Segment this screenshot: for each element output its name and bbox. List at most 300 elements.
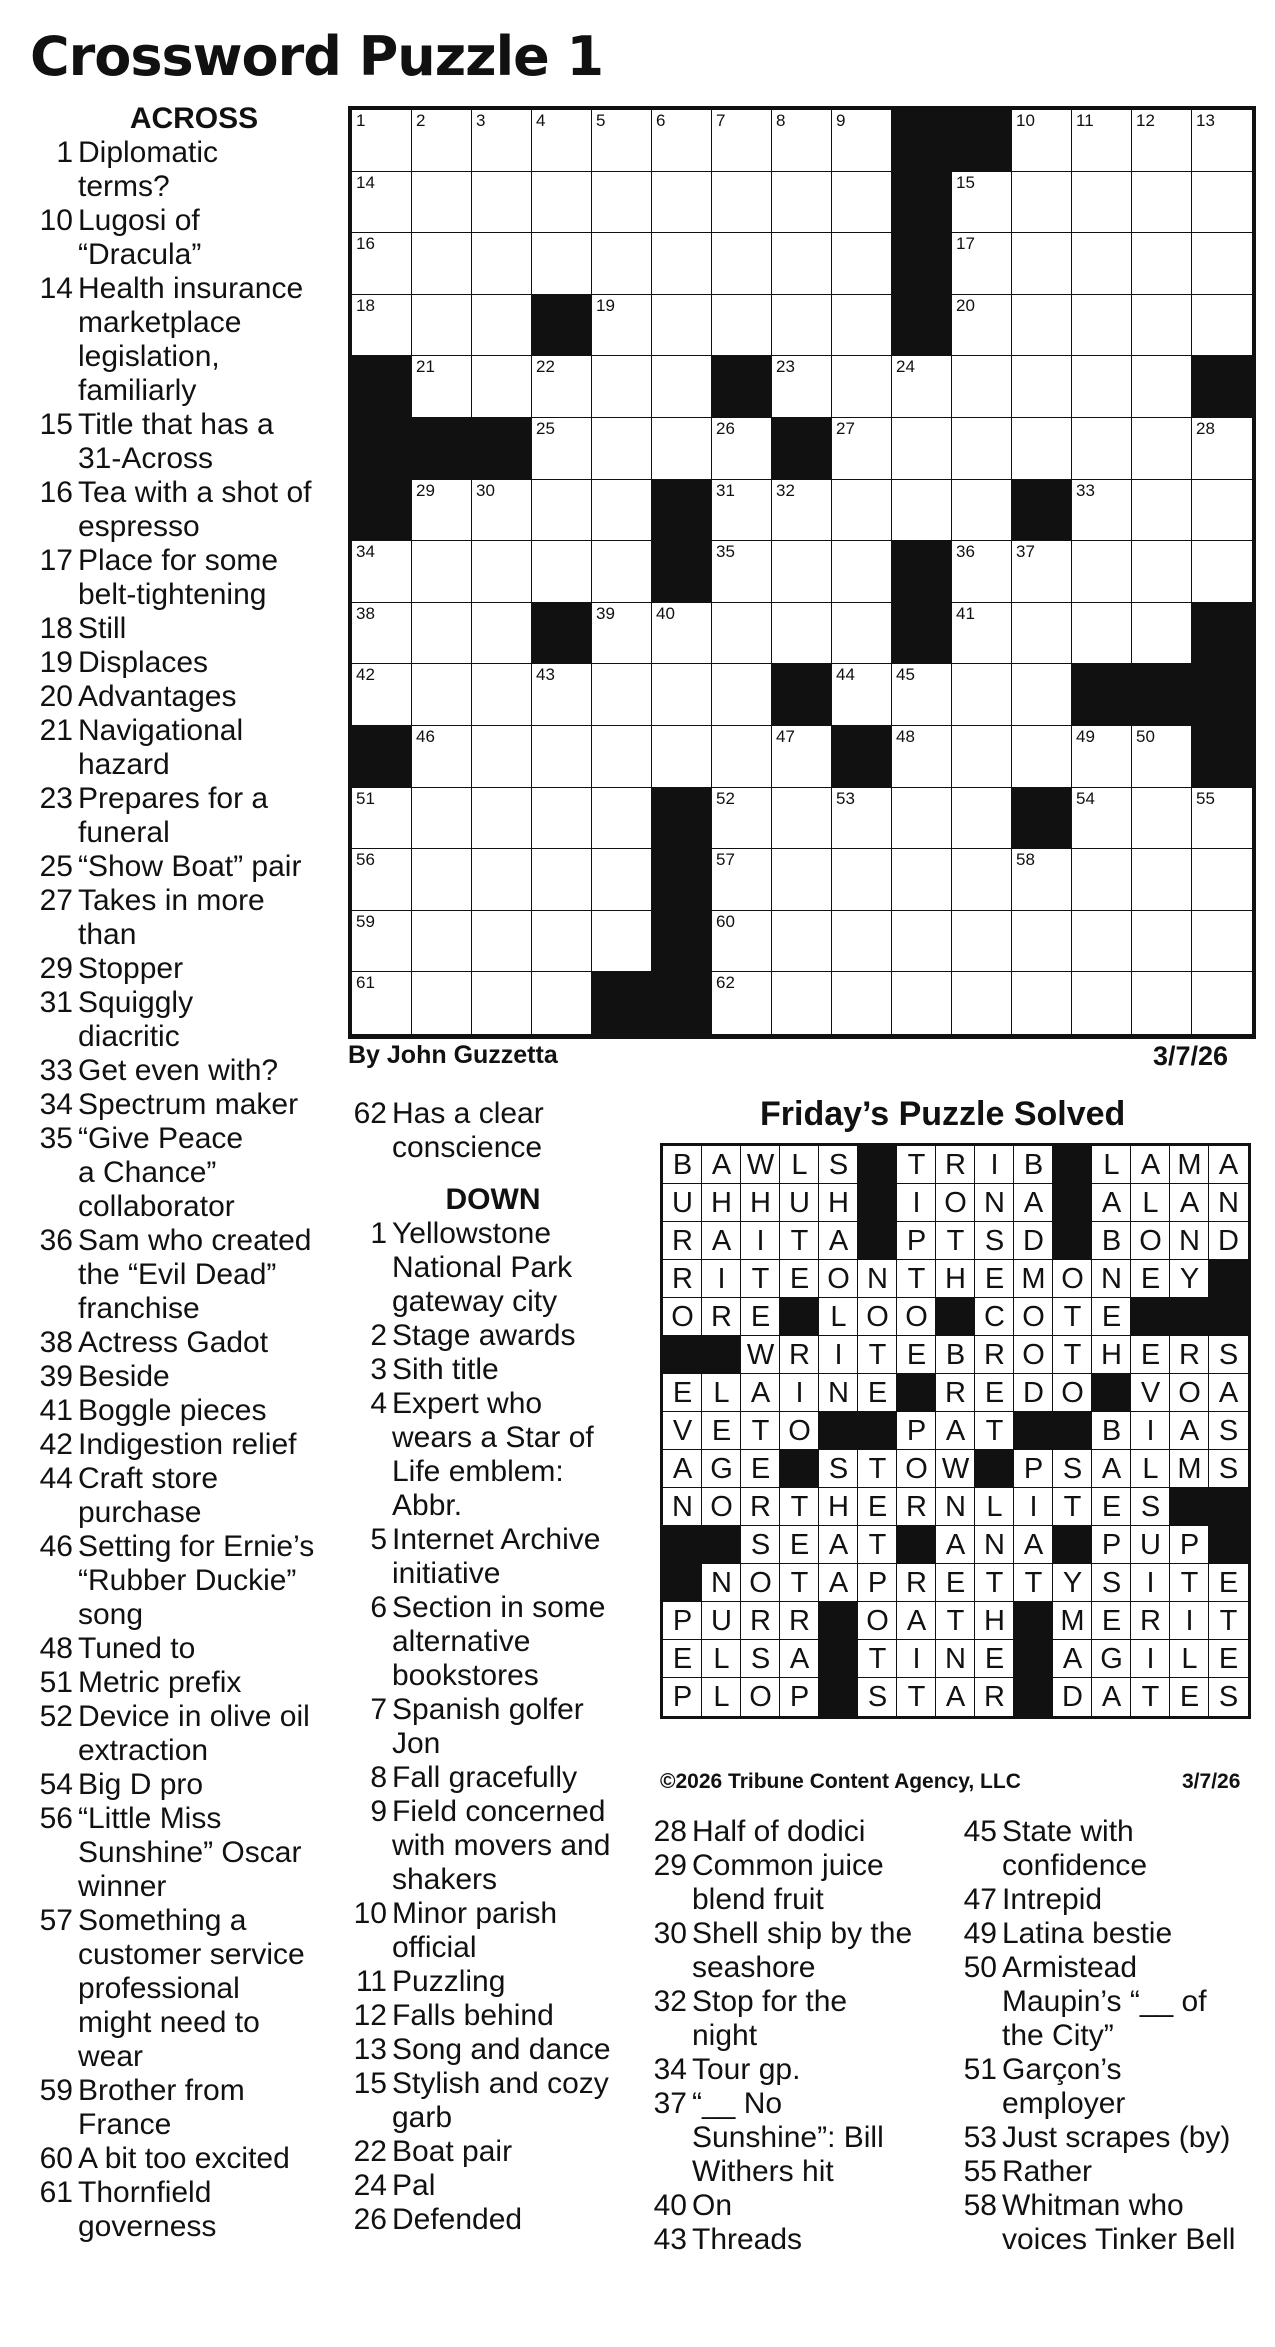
grid-cell[interactable] <box>952 664 1012 726</box>
grid-cell[interactable] <box>412 356 472 418</box>
black-square <box>1131 1298 1170 1336</box>
grid-cell[interactable] <box>1132 480 1192 542</box>
solved-letter: M <box>1021 1262 1046 1295</box>
clue-text: with movers and <box>392 1829 611 1862</box>
solved-letter: L <box>713 1642 730 1675</box>
grid-cell[interactable] <box>1072 480 1132 542</box>
grid-cell[interactable] <box>592 603 652 665</box>
clue-line <box>34 986 334 1020</box>
grid-cell[interactable] <box>952 480 1012 542</box>
byline: By John Guzzetta <box>348 1041 558 1069</box>
clue-text: Something a <box>78 1904 247 1937</box>
grid-cell[interactable] <box>1072 110 1132 172</box>
clue-number <box>34 748 78 782</box>
grid-cell[interactable] <box>952 603 1012 665</box>
grid-cell[interactable] <box>832 849 892 911</box>
clue-line <box>34 1768 334 1802</box>
solved-cell <box>936 1602 975 1640</box>
grid-cell[interactable] <box>1072 849 1132 911</box>
grid-cell[interactable] <box>532 726 592 788</box>
grid-cell[interactable] <box>352 849 412 911</box>
clue-line <box>958 1917 1268 1951</box>
grid-cell[interactable] <box>952 726 1012 788</box>
grid-cell[interactable] <box>832 295 892 357</box>
grid-cell[interactable] <box>352 788 412 850</box>
clue-line <box>34 2074 334 2108</box>
solved-cell <box>819 1298 858 1336</box>
solved-cell <box>975 1222 1014 1260</box>
cell-number: 52 <box>716 788 735 808</box>
grid-cell[interactable] <box>1072 726 1132 788</box>
solved-letter: O <box>671 1300 694 1333</box>
solved-letter: E <box>789 1528 810 1561</box>
grid-cell[interactable] <box>1072 295 1132 357</box>
grid-cell[interactable] <box>412 172 472 234</box>
black-square <box>1014 1412 1053 1450</box>
grid-cell[interactable] <box>472 172 532 234</box>
cell-number: 14 <box>356 172 375 192</box>
solved-cell <box>897 1488 936 1526</box>
grid-cell[interactable] <box>1132 603 1192 665</box>
cell-number: 16 <box>356 234 375 254</box>
grid-cell[interactable] <box>652 603 712 665</box>
grid-cell[interactable] <box>472 541 532 603</box>
grid-cell[interactable] <box>712 911 772 973</box>
grid-cell[interactable] <box>712 541 772 603</box>
cell-number: 30 <box>476 480 495 500</box>
solved-letter: Y <box>1062 1566 1083 1599</box>
grid-cell[interactable] <box>772 911 832 973</box>
grid-cell[interactable] <box>1072 541 1132 603</box>
grid-cell[interactable] <box>652 110 712 172</box>
grid-cell[interactable] <box>712 233 772 295</box>
grid-cell[interactable] <box>352 110 412 172</box>
grid-cell[interactable] <box>1072 233 1132 295</box>
solved-letter: M <box>1060 1604 1085 1637</box>
grid-cell[interactable] <box>1012 110 1072 172</box>
grid-cell[interactable] <box>652 295 712 357</box>
clue-number <box>34 1190 78 1224</box>
grid-cell[interactable] <box>592 418 652 480</box>
grid-cell[interactable] <box>652 418 712 480</box>
grid-cell[interactable] <box>472 972 532 1034</box>
grid-cell[interactable] <box>472 726 532 788</box>
grid-cell[interactable] <box>712 972 772 1034</box>
solved-letter: T <box>1063 1338 1082 1371</box>
black-square <box>532 295 592 357</box>
solved-cell <box>1209 1374 1248 1412</box>
grid-cell[interactable] <box>712 849 772 911</box>
grid-cell[interactable] <box>772 603 832 665</box>
solved-letter: D <box>1023 1376 1044 1409</box>
solved-letter: I <box>912 1186 921 1219</box>
grid-cell[interactable] <box>592 356 652 418</box>
clue-text: Just scrapes (by) <box>1002 2121 1231 2154</box>
grid-cell[interactable] <box>952 418 1012 480</box>
clue-text: voices Tinker Bell <box>1002 2223 1236 2256</box>
grid-cell[interactable] <box>472 603 532 665</box>
clue-text: “Dracula” <box>78 238 202 271</box>
grid-cell[interactable] <box>412 664 472 726</box>
grid-cell[interactable] <box>772 172 832 234</box>
solved-cell <box>702 1488 741 1526</box>
solved-cell <box>1014 1374 1053 1412</box>
grid-cell[interactable] <box>892 356 952 418</box>
solved-letter: T <box>1063 1490 1082 1523</box>
grid-cell[interactable] <box>712 110 772 172</box>
grid-cell[interactable] <box>412 849 472 911</box>
grid-cell[interactable] <box>412 110 472 172</box>
grid-cell[interactable] <box>532 911 592 973</box>
grid-cell[interactable] <box>1192 295 1252 357</box>
grid-cell[interactable] <box>832 664 892 726</box>
solved-letter: O <box>944 1186 967 1219</box>
grid-cell[interactable] <box>1012 849 1072 911</box>
clue-number: 51 <box>39 1666 73 1699</box>
grid-cell[interactable] <box>592 788 652 850</box>
solved-letter: T <box>907 1262 926 1295</box>
grid-cell[interactable] <box>1132 172 1192 234</box>
grid-cell[interactable] <box>832 603 892 665</box>
grid-cell[interactable] <box>952 295 1012 357</box>
solved-letter: O <box>788 1414 811 1447</box>
grid-cell[interactable] <box>832 172 892 234</box>
grid-cell[interactable] <box>712 788 772 850</box>
clue-text: extraction <box>78 1734 209 1767</box>
solved-cell <box>1131 1146 1170 1184</box>
grid-cell[interactable] <box>652 726 712 788</box>
grid-cell[interactable] <box>832 788 892 850</box>
clue-text: Section in some <box>392 1591 606 1624</box>
grid-cell[interactable] <box>1132 418 1192 480</box>
solved-puzzle-title: Friday’s Puzzle Solved <box>760 1095 1126 1133</box>
grid-cell[interactable] <box>652 172 712 234</box>
grid-cell[interactable] <box>1072 172 1132 234</box>
black-square <box>712 356 772 418</box>
clue-number: 20 <box>39 680 73 713</box>
grid-cell[interactable] <box>1012 664 1072 726</box>
grid-cell[interactable] <box>832 480 892 542</box>
grid-cell[interactable] <box>412 788 472 850</box>
grid-cell[interactable] <box>352 972 412 1034</box>
grid-cell[interactable] <box>532 356 592 418</box>
grid-cell[interactable] <box>592 911 652 973</box>
grid-cell[interactable] <box>412 480 472 542</box>
solved-cell <box>858 1602 897 1640</box>
grid-cell[interactable] <box>1192 972 1252 1034</box>
clue-line <box>958 2155 1268 2189</box>
grid-cell[interactable] <box>1132 110 1192 172</box>
grid-cell[interactable] <box>412 726 472 788</box>
grid-cell[interactable] <box>892 726 952 788</box>
grid-cell[interactable] <box>592 110 652 172</box>
grid-cell[interactable] <box>532 110 592 172</box>
grid-cell[interactable] <box>652 664 712 726</box>
solved-cell <box>741 1260 780 1298</box>
clue-number: 29 <box>39 952 73 985</box>
grid-cell[interactable] <box>712 418 772 480</box>
grid-cell[interactable] <box>532 849 592 911</box>
grid-cell[interactable] <box>772 972 832 1034</box>
solved-letter: E <box>984 1642 1005 1675</box>
grid-cell[interactable] <box>472 788 532 850</box>
grid-cell[interactable] <box>532 972 592 1034</box>
grid-cell[interactable] <box>592 541 652 603</box>
grid-cell[interactable] <box>1132 726 1192 788</box>
grid-cell[interactable] <box>472 233 532 295</box>
grid-cell[interactable] <box>1192 541 1252 603</box>
grid-cell[interactable] <box>592 849 652 911</box>
grid-cell[interactable] <box>772 849 832 911</box>
grid-cell[interactable] <box>472 356 532 418</box>
grid-cell[interactable] <box>1072 356 1132 418</box>
clue-number: 11 <box>355 1965 387 1998</box>
grid-cell[interactable] <box>1192 788 1252 850</box>
grid-cell[interactable] <box>772 480 832 542</box>
grid-cell[interactable] <box>1072 972 1132 1034</box>
grid-cell[interactable] <box>772 110 832 172</box>
solved-letter: R <box>1140 1604 1161 1637</box>
clue-number <box>348 1421 392 1455</box>
grid-cell[interactable] <box>592 233 652 295</box>
grid-cell[interactable] <box>412 972 472 1034</box>
grid-cell[interactable] <box>412 911 472 973</box>
grid-cell[interactable] <box>592 480 652 542</box>
solved-letter: N <box>1101 1262 1122 1295</box>
grid-cell[interactable] <box>472 480 532 542</box>
grid-cell[interactable] <box>952 356 1012 418</box>
solved-letter: S <box>1140 1490 1161 1523</box>
clue-text: wears a Star of <box>392 1421 594 1454</box>
grid-cell[interactable] <box>1012 356 1072 418</box>
clue-line <box>34 1700 334 1734</box>
grid-cell[interactable] <box>1012 726 1072 788</box>
grid-cell[interactable] <box>472 110 532 172</box>
grid-cell[interactable] <box>1192 480 1252 542</box>
grid-cell[interactable] <box>832 418 892 480</box>
grid-cell[interactable] <box>1072 603 1132 665</box>
solved-letter: T <box>751 1262 770 1295</box>
grid-cell[interactable] <box>952 849 1012 911</box>
grid-cell[interactable] <box>412 603 472 665</box>
clue-line <box>34 1326 334 1360</box>
grid-cell[interactable] <box>1012 233 1072 295</box>
grid-cell[interactable] <box>832 972 892 1034</box>
solved-letter: I <box>1146 1414 1155 1447</box>
clue-text: Sith title <box>392 1353 499 1386</box>
grid-cell[interactable] <box>832 110 892 172</box>
grid-cell[interactable] <box>1132 356 1192 418</box>
grid-cell[interactable] <box>712 295 772 357</box>
grid-cell[interactable] <box>832 541 892 603</box>
grid-cell[interactable] <box>412 233 472 295</box>
grid-cell[interactable] <box>952 911 1012 973</box>
solved-letter: N <box>711 1566 732 1599</box>
clue-line <box>348 2101 638 2135</box>
grid-cell[interactable] <box>892 664 952 726</box>
grid-cell[interactable] <box>1132 972 1192 1034</box>
solved-letter: R <box>984 1680 1005 1713</box>
clue-text: Get even with? <box>78 1054 279 1087</box>
solved-cell <box>819 1526 858 1564</box>
grid-cell[interactable] <box>352 541 412 603</box>
grid-cell[interactable] <box>532 418 592 480</box>
grid-cell[interactable] <box>1072 911 1132 973</box>
grid-cell[interactable] <box>952 788 1012 850</box>
clue-text: Stopper <box>78 952 184 985</box>
grid-cell[interactable] <box>532 172 592 234</box>
clue-line <box>348 2067 638 2101</box>
clue-number: 36 <box>39 1224 73 1257</box>
solved-cell <box>741 1602 780 1640</box>
solved-cell <box>975 1488 1014 1526</box>
grid-cell[interactable] <box>1132 295 1192 357</box>
grid-cell[interactable] <box>1192 849 1252 911</box>
cell-number: 61 <box>356 973 375 993</box>
grid-cell[interactable] <box>412 295 472 357</box>
grid-cell[interactable] <box>592 172 652 234</box>
grid-cell[interactable] <box>652 233 712 295</box>
grid-cell[interactable] <box>592 726 652 788</box>
clue-number: 61 <box>39 2176 73 2209</box>
solved-letter: T <box>868 1338 887 1371</box>
cell-number: 23 <box>776 357 795 377</box>
grid-cell[interactable] <box>1072 418 1132 480</box>
grid-cell[interactable] <box>712 603 772 665</box>
grid-cell[interactable] <box>352 664 412 726</box>
solved-cell <box>1131 1526 1170 1564</box>
grid-cell[interactable] <box>1012 911 1072 973</box>
cell-number: 26 <box>716 418 735 438</box>
across-clues-column <box>34 102 334 2244</box>
cell-number: 60 <box>716 911 735 931</box>
crossword-grid[interactable] <box>348 106 1256 1039</box>
black-square <box>1053 1526 1092 1564</box>
solved-letter: T <box>868 1452 887 1485</box>
solved-cell <box>1092 1678 1131 1716</box>
clue-number: 28 <box>653 1815 687 1848</box>
solved-cell <box>858 1298 897 1336</box>
grid-cell[interactable] <box>472 849 532 911</box>
grid-cell[interactable] <box>1012 972 1072 1034</box>
grid-cell[interactable] <box>352 172 412 234</box>
grid-cell[interactable] <box>472 664 532 726</box>
solved-letter: P <box>672 1680 693 1713</box>
clue-text: hazard <box>78 748 170 781</box>
grid-cell[interactable] <box>652 356 712 418</box>
clue-number <box>34 1598 78 1632</box>
clue-number: 4 <box>370 1387 387 1420</box>
solved-letter: E <box>711 1414 732 1447</box>
grid-cell[interactable] <box>1192 233 1252 295</box>
black-square <box>772 664 832 726</box>
clue-number: 3 <box>370 1353 387 1386</box>
grid-cell[interactable] <box>712 480 772 542</box>
grid-cell[interactable] <box>772 356 832 418</box>
grid-cell[interactable] <box>1012 295 1072 357</box>
grid-cell[interactable] <box>952 172 1012 234</box>
grid-cell[interactable] <box>592 295 652 357</box>
grid-cell[interactable] <box>352 603 412 665</box>
grid-cell[interactable] <box>1132 788 1192 850</box>
grid-cell[interactable] <box>1132 233 1192 295</box>
clue-number <box>648 1883 692 1917</box>
grid-cell[interactable] <box>532 541 592 603</box>
grid-cell[interactable] <box>1132 849 1192 911</box>
solved-cell <box>897 1336 936 1374</box>
grid-cell[interactable] <box>1072 788 1132 850</box>
grid-cell[interactable] <box>772 726 832 788</box>
grid-cell[interactable] <box>892 480 952 542</box>
grid-cell[interactable] <box>1012 172 1072 234</box>
grid-cell[interactable] <box>832 356 892 418</box>
grid-cell[interactable] <box>352 911 412 973</box>
grid-cell[interactable] <box>712 726 772 788</box>
clue-line <box>34 408 334 442</box>
grid-cell[interactable] <box>892 418 952 480</box>
clue-text: initiative <box>392 1557 501 1590</box>
grid-cell[interactable] <box>772 295 832 357</box>
grid-cell[interactable] <box>1012 603 1072 665</box>
grid-cell[interactable] <box>472 911 532 973</box>
grid-cell[interactable] <box>1192 911 1252 973</box>
clue-line <box>958 2223 1268 2257</box>
solved-cell <box>702 1678 741 1716</box>
grid-cell[interactable] <box>532 233 592 295</box>
grid-cell[interactable] <box>1192 172 1252 234</box>
clue-line <box>348 1489 638 1523</box>
grid-cell[interactable] <box>952 233 1012 295</box>
grid-cell[interactable] <box>772 233 832 295</box>
grid-cell[interactable] <box>1012 541 1072 603</box>
grid-cell[interactable] <box>532 788 592 850</box>
grid-cell[interactable] <box>1132 911 1192 973</box>
grid-cell[interactable] <box>532 664 592 726</box>
grid-cell[interactable] <box>1192 110 1252 172</box>
grid-cell[interactable] <box>892 788 952 850</box>
grid-cell[interactable] <box>352 295 412 357</box>
grid-cell[interactable] <box>772 788 832 850</box>
grid-cell[interactable] <box>952 972 1012 1034</box>
clue-line <box>34 170 334 204</box>
solved-letter: S <box>1218 1680 1239 1713</box>
grid-cell[interactable] <box>472 295 532 357</box>
grid-cell[interactable] <box>832 233 892 295</box>
solved-cell <box>1170 1564 1209 1602</box>
grid-cell[interactable] <box>952 541 1012 603</box>
grid-cell[interactable] <box>712 172 772 234</box>
grid-cell[interactable] <box>892 849 952 911</box>
solved-letter: R <box>711 1300 732 1333</box>
grid-cell[interactable] <box>532 480 592 542</box>
grid-cell[interactable] <box>352 233 412 295</box>
solved-cell <box>1209 1146 1248 1184</box>
grid-cell[interactable] <box>1132 541 1192 603</box>
grid-cell[interactable] <box>832 911 892 973</box>
grid-cell[interactable] <box>892 911 952 973</box>
clue-line <box>648 1951 958 1985</box>
black-square <box>897 1374 936 1412</box>
grid-cell[interactable] <box>592 664 652 726</box>
grid-cell[interactable] <box>412 541 472 603</box>
cell-number: 54 <box>1076 788 1095 808</box>
grid-cell[interactable] <box>712 664 772 726</box>
grid-cell[interactable] <box>1012 418 1072 480</box>
grid-cell[interactable] <box>892 972 952 1034</box>
black-square <box>858 1412 897 1450</box>
grid-cell[interactable] <box>772 541 832 603</box>
grid-cell[interactable] <box>1192 418 1252 480</box>
